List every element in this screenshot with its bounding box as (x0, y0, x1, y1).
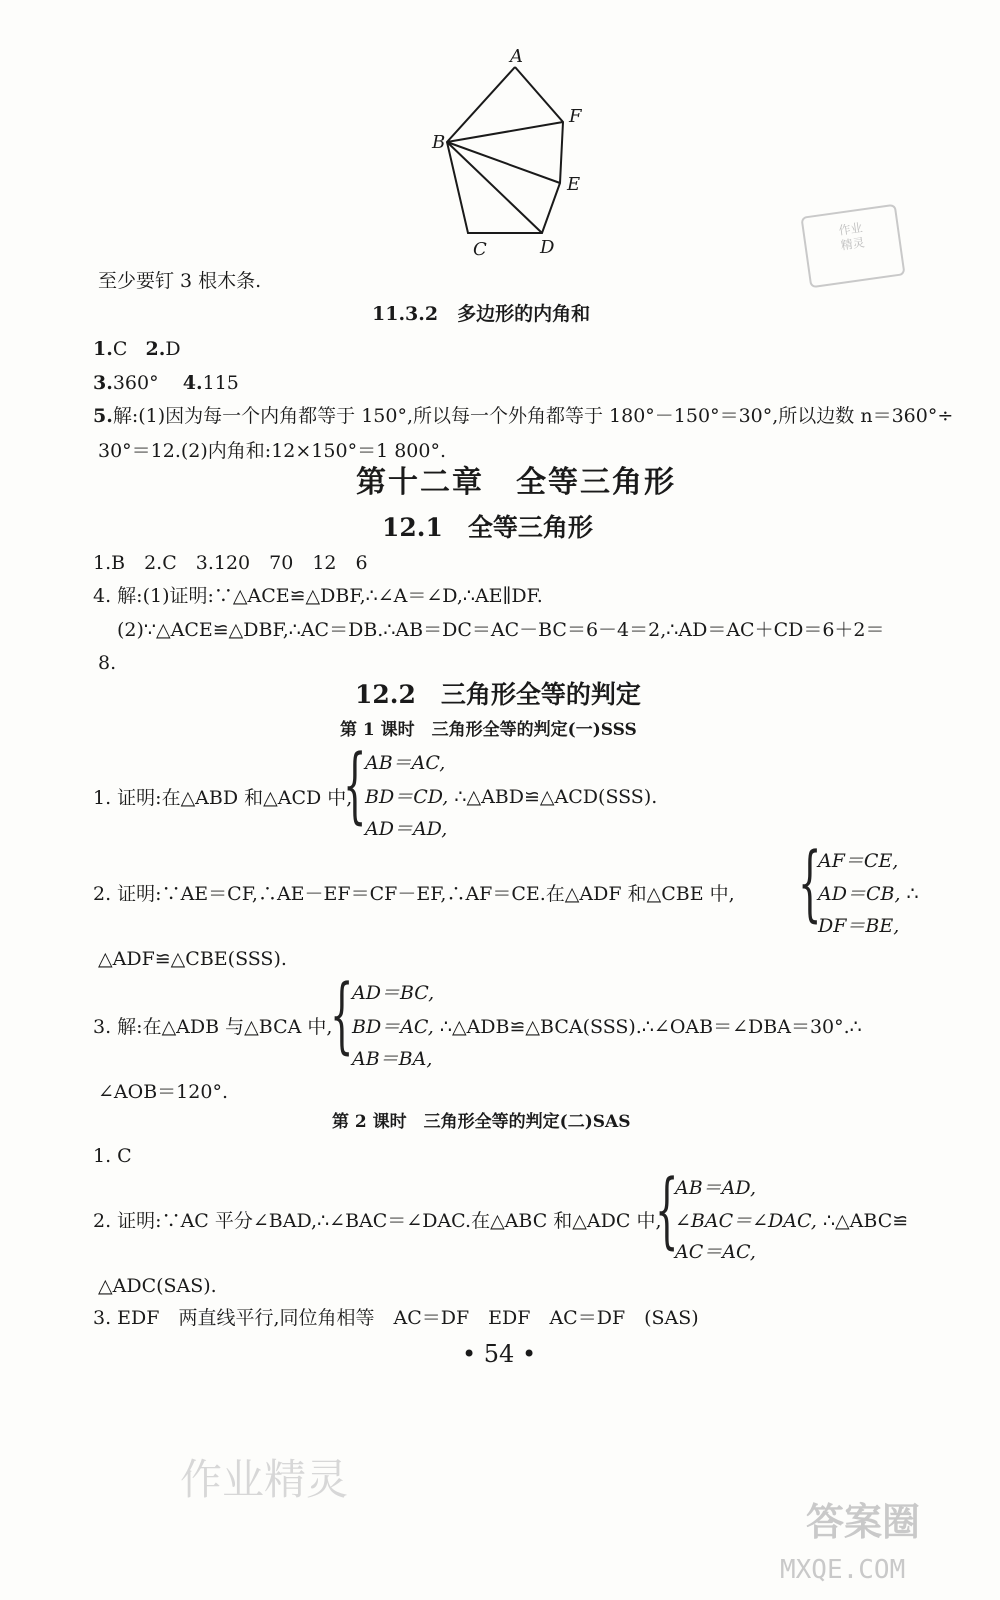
p1-cond-2-row (365, 786, 657, 809)
p2-next: △ADF≌△CBE(SSS). (98, 948, 287, 970)
q-num: 5. (93, 405, 113, 427)
q4-line-2: (2)∵△ACE≌△DBF,∴AC＝DB.∴AB＝DC＝AC－BC＝6－4＝2,∴AD＝AC＋CD＝6＋2＝ (117, 619, 885, 641)
p3-tail: ∴△ADB≌△BCA(SSS).∴∠OAB＝∠DBA＝30°.∴ (439, 1016, 862, 1038)
lesson-1-heading: 第 1 课时 三角形全等的判定(一)SSS (340, 720, 637, 740)
q5-line-2: 30°＝12.(2)内角和:12×150°＝1 800°. (98, 440, 447, 462)
pentagon-outline (447, 67, 563, 233)
brace-p5: { (655, 1163, 679, 1258)
p3-cond-3: AB＝BA, (352, 1048, 433, 1070)
p1-cond-1: AB＝AC, (365, 752, 446, 774)
answer: D (165, 338, 181, 360)
brace-p3: { (330, 968, 354, 1063)
answers-row-1 (93, 338, 181, 361)
p5-tail: ∴△ABC≌ (822, 1210, 909, 1232)
p5-cond-3: AC＝AC, (675, 1241, 756, 1263)
vertex-label-a: A (510, 46, 523, 67)
q4-line-3: 8. (98, 652, 117, 674)
watermark-left: 作业精灵 (180, 1455, 349, 1504)
p1-cond-3: AD＝AD, (365, 818, 448, 840)
section-heading-12-2: 12.2 三角形全等的判定 (355, 680, 641, 709)
answer: C (112, 338, 128, 360)
vertex-label-b: B (432, 132, 446, 153)
q-num: 3. (93, 372, 113, 394)
p1-cond-2: BD＝CD, (365, 786, 449, 808)
answers-row-2 (93, 372, 239, 395)
answers-12-1: 1.B 2.C 3.120 70 12 6 (93, 552, 368, 574)
p2-cond-3: DF＝BE, (818, 915, 900, 937)
sas-q1: 1. C (93, 1145, 132, 1167)
p1-tail: ∴△ABD≌△ACD(SSS). (454, 786, 658, 808)
q-num: 2. (145, 338, 166, 360)
p5-next: △ADC(SAS). (98, 1275, 217, 1297)
p1-lead: 1. 证明:在△ABD 和△ACD 中, (93, 787, 353, 809)
brace-p2: { (798, 836, 822, 931)
p5-cond-2: ∠BAC＝∠DAC, (675, 1210, 817, 1232)
section-heading-11-3-2: 11.3.2 多边形的内角和 (372, 303, 591, 325)
page-number: • 54 • (462, 1340, 537, 1368)
vertex-label-d: D (540, 237, 555, 258)
watermark-right: 答案圈 (806, 1500, 921, 1544)
conclusion-text: 至少要钉 3 根木条. (98, 270, 262, 292)
p5-lead: 2. 证明:∵AC 平分∠BAD,∴∠BAC＝∠DAC.在△ABC 和△ADC 中, (93, 1210, 662, 1232)
stamp-line-1: 作业 (837, 220, 864, 238)
vertex-label-f: F (569, 106, 582, 127)
chapter-title: 第十二章 全等三角形 (356, 465, 676, 500)
p2-cond-2-row (818, 883, 919, 906)
q5-text: 解:(1)因为每一个内角都等于 150°,所以每一个外角都等于 180°－150°＝30°,所以边数 n＝360°÷ (112, 405, 954, 427)
vertex-label-e: E (567, 174, 581, 195)
section-heading-12-1: 12.1 全等三角形 (382, 513, 593, 542)
vertex-label-c: C (473, 239, 487, 260)
p2-cond-2: AD＝CB, (818, 883, 901, 905)
brace-p1: { (343, 738, 367, 833)
p3-next: ∠AOB＝120°. (98, 1081, 228, 1103)
q4-line-1: 4. 解:(1)证明:∵△ACE≌△DBF,∴∠A＝∠D,∴AE∥DF. (93, 585, 543, 607)
p3-lead: 3. 解:在△ADB 与△BCA 中, (93, 1016, 333, 1038)
sas-q3: 3. EDF 两直线平行,同位角相等 AC＝DF EDF AC＝DF (SAS) (93, 1307, 699, 1329)
stamp-line-2: 精灵 (839, 235, 866, 253)
answer: 115 (202, 372, 239, 394)
diagonal-be (447, 142, 560, 183)
p5-cond-1: AB＝AD, (675, 1177, 757, 1199)
watermark-url: MXQE.COM (780, 1555, 906, 1585)
p3-cond-1: AD＝BC, (352, 982, 435, 1004)
q5-line-1 (93, 405, 953, 428)
p2-tail: ∴ (906, 883, 919, 905)
p3-cond-2-row (352, 1016, 862, 1039)
q-num: 1. (93, 338, 113, 360)
watermark-stamp (800, 204, 905, 289)
lesson-2-heading: 第 2 课时 三角形全等的判定(二)SAS (332, 1112, 631, 1132)
p2-lead: 2. 证明:∵AE＝CF,∴AE－EF＝CF－EF,∴AF＝CE.在△ADF 和△CBE 中, (93, 883, 735, 905)
diagonal-bf (447, 122, 563, 142)
p5-cond-2-row (675, 1210, 908, 1233)
p3-cond-2: BD＝AC, (352, 1016, 434, 1038)
p2-cond-1: AF＝CE, (818, 850, 899, 872)
diagonal-bd (447, 142, 542, 233)
answer: 360° (112, 372, 159, 394)
q-num: 4. (182, 372, 203, 394)
